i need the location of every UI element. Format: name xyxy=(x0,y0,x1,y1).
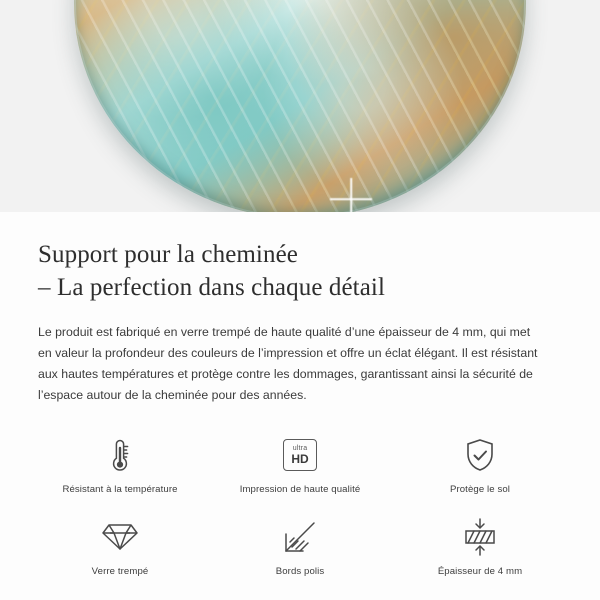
feature-item-floor-protection xyxy=(390,433,570,495)
page-title-line-1: Support pour la cheminée xyxy=(38,241,298,268)
feature-grid xyxy=(0,433,600,577)
thermometer-icon xyxy=(107,433,133,477)
feature-label: Verre trempé xyxy=(91,565,149,577)
feature-item-temperature xyxy=(30,433,210,495)
glass-disc-image xyxy=(74,0,526,212)
description-paragraph: Le produit est fabriqué en verre trempé de haute qualité d’une épaisseur de 4 mm, qui met en valeur la profondeur des couleurs de l’impression et offre un éclat élégant. Il est résistant aux hautes températures et protège contre les dommages, garantissant ainsi la sécurité de l’espace autour de la cheminée pour des années. xyxy=(38,325,538,403)
feature-item-thickness xyxy=(390,515,570,577)
diamond-icon xyxy=(101,515,139,559)
feature-item-polished-edges xyxy=(210,515,390,577)
content-block xyxy=(0,212,600,407)
ultra-hd-badge-icon xyxy=(283,433,317,477)
hero-image xyxy=(0,0,600,212)
feature-label: Protège le sol xyxy=(449,483,511,495)
page-title-line-2: – La perfection dans chaque détail xyxy=(38,274,385,301)
feature-item-tempered-glass xyxy=(30,515,210,577)
feature-label: Bords polis xyxy=(275,565,325,577)
thickness-arrows-icon xyxy=(460,515,500,559)
page-title xyxy=(38,238,562,304)
badge-ultra-text: ultra xyxy=(292,444,308,452)
feature-label: Épaisseur de 4 mm xyxy=(437,565,523,577)
polished-edges-icon xyxy=(283,515,317,559)
feature-label: Impression de haute qualité xyxy=(239,483,361,495)
shield-check-icon xyxy=(463,433,497,477)
badge-hd-text: HD xyxy=(291,451,309,466)
feature-item-print-quality xyxy=(210,433,390,495)
feature-label: Résistant à la température xyxy=(62,483,178,495)
